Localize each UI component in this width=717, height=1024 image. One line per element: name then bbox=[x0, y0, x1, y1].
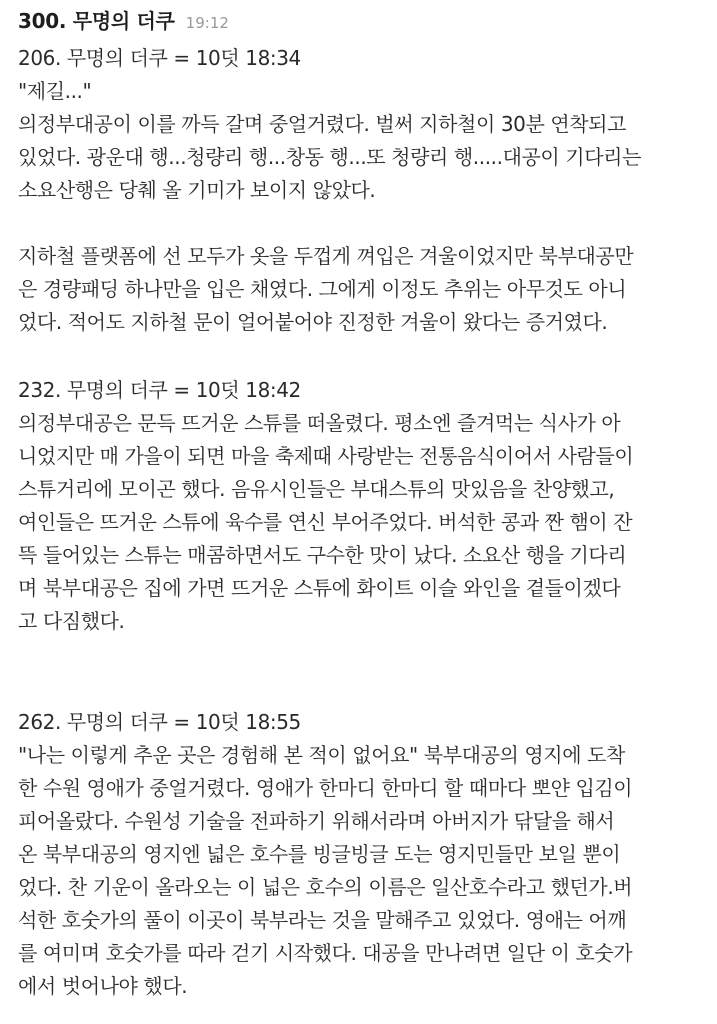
reply-line: 었다. 찬 기운이 올라오는 이 넓은 호수의 이름은 일산호수라고 했던가.버 bbox=[18, 875, 633, 899]
reply-meta: 262. 무명의 더쿠 = 10덧 18:55 bbox=[18, 710, 301, 734]
reply-line: 소요산행은 당췌 올 기미가 보이지 않았다. bbox=[18, 178, 376, 202]
reply-line: 지하철 플랫폼에 선 모두가 옷을 두껍게 껴입은 겨울이었지만 북부대공만 bbox=[18, 244, 634, 268]
reply-line: 피어올랐다. 수원성 기술을 전파하기 위해서라며 아버지가 닦달을 해서 bbox=[18, 809, 615, 833]
post-title: 300. 무명의 더쿠 bbox=[18, 9, 175, 33]
reply-line: "나는 이렇게 추운 곳은 경험해 본 적이 없어요" 북부대공의 영지에 도착 bbox=[18, 743, 625, 767]
reply-232 bbox=[18, 374, 717, 638]
reply-meta: 232. 무명의 더쿠 = 10덧 18:42 bbox=[18, 378, 301, 402]
reply-line: 를 여미며 호숫가를 따라 걷기 시작했다. 대공을 만나려면 일단 이 호숫가 bbox=[18, 941, 633, 965]
reply-line: "제길..." bbox=[18, 79, 92, 103]
reply-line: 의정부대공이 이를 까득 갈며 중얼거렸다. 벌써 지하철이 30분 연착되고 bbox=[18, 112, 627, 136]
reply-line: 며 북부대공은 집에 가면 뜨거운 스튜에 화이트 이슬 와인을 곁들이겠다 bbox=[18, 576, 621, 600]
reply-262 bbox=[18, 706, 717, 1003]
reply-line: 스튜거리에 모이곤 했다. 음유시인들은 부대스튜의 맛있음을 찬양했고, bbox=[18, 477, 615, 501]
reply-line bbox=[18, 207, 717, 240]
reply-line: 고 다짐했다. bbox=[18, 609, 125, 633]
reply-line: 니었지만 매 가을이 되면 마을 축제때 사랑받는 전통음식이어서 사람들이 bbox=[18, 444, 634, 468]
reply-line: 한 수원 영애가 중얼거렸다. 영애가 한마디 한마디 할 때마다 뽀얀 입김이 bbox=[18, 776, 633, 800]
reply-line: 은 경량패딩 하나만을 입은 채였다. 그에게 이정도 추위는 아무것도 아니 bbox=[18, 277, 627, 301]
reply-line: 석한 호숫가의 풀이 이곳이 북부라는 것을 말해주고 있었다. 영애는 어깨 bbox=[18, 908, 627, 932]
post-header bbox=[18, 5, 229, 34]
reply-line: 여인들은 뜨거운 스튜에 육수를 연신 부어주었다. 버석한 콩과 짠 햄이 잔 bbox=[18, 510, 633, 534]
reply-line: 의정부대공은 문득 뜨거운 스튜를 떠올렸다. 평소엔 즐겨먹는 식사가 아 bbox=[18, 411, 621, 435]
reply-meta: 206. 무명의 더쿠 = 10덧 18:34 bbox=[18, 46, 301, 70]
reply-206 bbox=[18, 42, 717, 339]
reply-line: 온 북부대공의 영지엔 넓은 호수를 빙글빙글 도는 영지민들만 보일 뿐이 bbox=[18, 842, 621, 866]
reply-line: 있었다. 광운대 행...청량리 행...창동 행...또 청량리 행.....대공이 기다리는 bbox=[18, 145, 641, 169]
reply-line: 에서 벗어나야 했다. bbox=[18, 974, 188, 998]
reply-line: 었다. 적어도 지하철 문이 얼어붙어야 진정한 겨울이 왔다는 증거였다. bbox=[18, 310, 608, 334]
post-time: 19:12 bbox=[185, 14, 229, 32]
reply-line: 뜩 들어있는 스튜는 매콤하면서도 구수한 맛이 났다. 소요산 행을 기다리 bbox=[18, 543, 627, 567]
